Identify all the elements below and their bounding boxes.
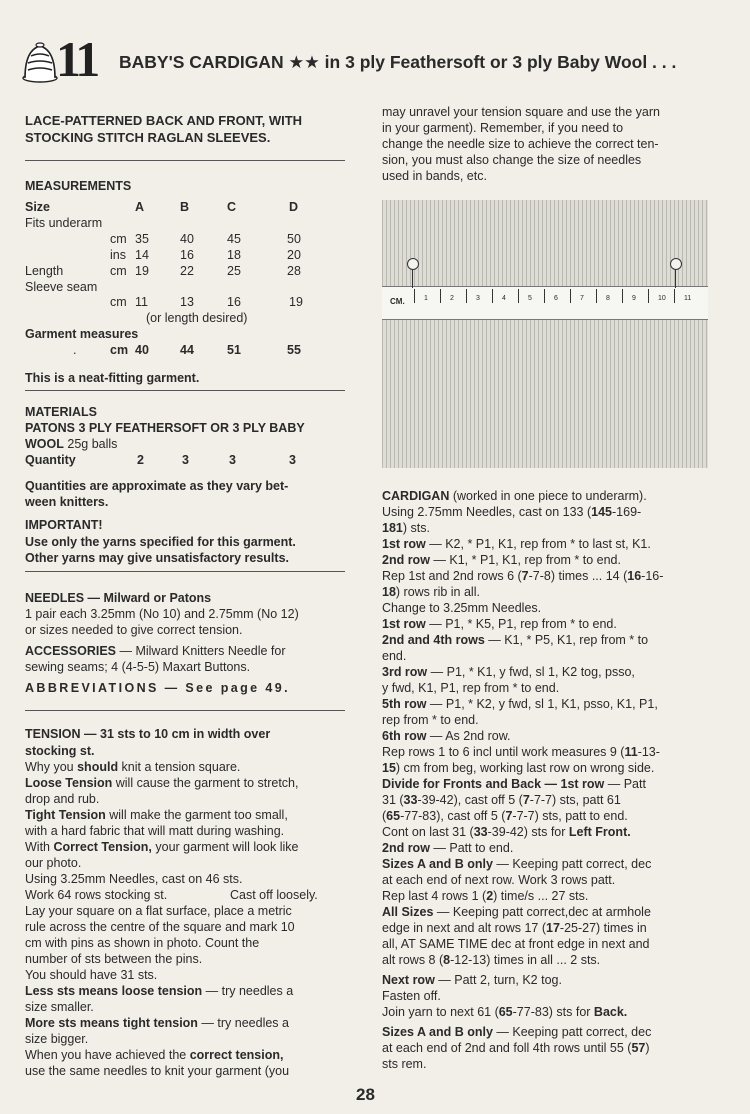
- size-a: A: [135, 200, 145, 214]
- patt-row-3: 3rd row — P1, * K1, y fwd, sl 1, K2 tog, psso,: [382, 665, 635, 679]
- back-sizes-ab-line-1: Sizes A and B only — Keeping patt correct, dec: [382, 1025, 652, 1039]
- join-back-line: Join yarn to next 61 (65-77-83) sts for Back.: [382, 1005, 628, 1019]
- ruler-number: 1: [424, 295, 428, 302]
- rib-row-1: 1st row — K2, * P1, K1, rep from * to last st, K1.: [382, 537, 651, 551]
- more-line-2: size bigger.: [25, 1032, 89, 1046]
- change-needles-line: Change to 3.25mm Needles.: [382, 601, 542, 615]
- materials-wool-line: WOOL 25g balls: [25, 437, 118, 451]
- rep-rib-line-1: Rep 1st and 2nd rows 6 (7-7-8) times ... 14 (16-16-: [382, 569, 664, 583]
- sleeve-cm-row: cm 11 13 16 19: [110, 295, 303, 309]
- correct-line-1: With Correct Tension, your garment will look like: [25, 840, 299, 854]
- rep-last-line: Rep last 4 rows 1 (2) time/s ... 27 sts.: [382, 889, 589, 903]
- size-label: Size: [25, 200, 51, 214]
- back-sizes-ab-line-2: at each end of 2nd and foll 4th rows until 55 (57): [382, 1041, 650, 1055]
- materials-heading: MATERIALS: [25, 405, 97, 419]
- cardigan-heading: CARDIGAN (worked in one piece to underarm).: [382, 489, 647, 503]
- sizes-ab-line-2: at each end of next row. Work 3 rows patt.: [382, 873, 616, 887]
- tight-line-1: Tight Tension will make the garment too small,: [25, 808, 288, 822]
- ruler-number: 9: [632, 295, 636, 302]
- needles-line-2: or sizes needed to give correct tension.: [25, 623, 243, 637]
- all-sizes-line-3: all, AT SAME TIME dec at front edge in next and: [382, 937, 650, 951]
- tight-line-2: with a hard fabric that will matt during washing.: [25, 824, 285, 838]
- cast-on-line-2: 181) sts.: [382, 521, 430, 535]
- page-number: 28: [356, 1085, 375, 1104]
- correct-line-2: our photo.: [25, 856, 82, 870]
- pattern-title: BABY'S CARDIGAN ★★ in 3 ply Feathersoft or 3 ply Baby Wool . . .: [119, 52, 677, 72]
- ruler-tick: [570, 289, 571, 303]
- knit-fabric-bottom: [382, 318, 708, 468]
- left-front-line: Cont on last 31 (33-39-42) sts for Left Front.: [382, 825, 631, 839]
- why-line: Why you should knit a tension square.: [25, 760, 241, 774]
- patt-row-1: 1st row — P1, * K5, P1, rep from * to end.: [382, 617, 617, 631]
- size-b: B: [180, 200, 190, 214]
- pattern-number: 11: [56, 31, 98, 87]
- back-sizes-ab-line-3: sts rem.: [382, 1057, 427, 1071]
- subtitle-line-1: LACE-PATTERNED BACK AND FRONT, WITH: [25, 113, 303, 128]
- cont-line-2: in your garment). Remember, if you need to: [382, 121, 624, 135]
- ruler-number: 3: [476, 295, 480, 302]
- lay-line-4: number of sts between the pins.: [25, 952, 203, 966]
- ruler-number: 10: [658, 295, 666, 302]
- patt-row-6: 6th row — As 2nd row.: [382, 729, 511, 743]
- pattern-header: [22, 31, 732, 90]
- divide-line-3: (65-77-83), cast off 5 (7-7-7) sts, patt to end.: [382, 809, 628, 823]
- garment-measures-label: Garment measures: [25, 327, 139, 341]
- quantities-note-2: ween knitters.: [25, 495, 109, 509]
- lay-line-3: cm with pins as shown in photo. Count the: [25, 936, 260, 950]
- measurements-heading: MEASUREMENTS: [25, 179, 132, 193]
- patt-row-2-4: 2nd and 4th rows — K1, * P5, K1, rep from * to: [382, 633, 649, 647]
- when-line-1: When you have achieved the correct tension,: [25, 1048, 284, 1062]
- patt-row-5: 5th row — P1, * K2, y fwd, sl 1, K1, psso, K1, P1,: [382, 697, 658, 711]
- ruler-tick: [622, 289, 623, 303]
- ruler-unit-label: CM.: [390, 297, 405, 306]
- less-line-1: Less sts means loose tension — try needles a: [25, 984, 294, 998]
- size-row: [25, 199, 345, 215]
- all-sizes-line-2: edge in next and alt rows 17 (17-25-27) times in: [382, 921, 647, 935]
- sizes-ab-line-1: Sizes A and B only — Keeping patt correct, dec: [382, 857, 652, 871]
- metric-ruler: [382, 286, 708, 320]
- cont-line-5: used in bands, etc.: [382, 169, 487, 183]
- ruler-tick: [544, 289, 545, 303]
- cast-off-line: Cast off loosely.: [230, 888, 318, 902]
- ruler-tick: [648, 289, 649, 303]
- ruler-number: 11: [684, 295, 692, 302]
- quantities-note-1: Quantities are approximate as they vary bet-: [25, 479, 289, 493]
- tension-swatch-photo: [382, 200, 708, 468]
- cont-line-1: may unravel your tension square and use the yarn: [382, 105, 660, 119]
- divider: [25, 571, 345, 572]
- cont-line-3: change the needle size to achieve the correct ten-: [382, 137, 659, 151]
- ruler-number: 4: [502, 295, 506, 302]
- divider: [25, 390, 345, 391]
- tension-heading-1: TENSION — 31 sts to 10 cm in width over: [25, 727, 271, 741]
- underarm-ins-row: ins 14 16 18 20: [110, 248, 301, 262]
- neat-fitting-note: This is a neat-fitting garment.: [25, 371, 200, 385]
- ruler-number: 5: [528, 295, 532, 302]
- quantity-row: Quantity 2 3 3 3: [25, 453, 296, 467]
- less-line-2: size smaller.: [25, 1000, 94, 1014]
- accessories-line-2: sewing seams; 4 (4-5-5) Maxart Buttons.: [25, 660, 251, 674]
- lay-line-2: rule across the centre of the square and mark 10: [25, 920, 295, 934]
- loose-line-2: drop and rub.: [25, 792, 100, 806]
- rep-rib-line-2: 18) rows rib in all.: [382, 585, 480, 599]
- tension-heading-2: stocking st.: [25, 744, 95, 758]
- important-line-2: Other yarns may give unsatisfactory results.: [25, 551, 289, 565]
- garment-cm-row: . cm 40 44 51 55: [73, 343, 301, 357]
- divider: [25, 710, 345, 711]
- divide-line-2: 31 (33-39-42), cast off 5 (7-7-7) sts, patt 61: [382, 793, 621, 807]
- patt-row-5-cont: rep from * to end.: [382, 713, 479, 727]
- ruler-tick: [518, 289, 519, 303]
- ruler-tick: [440, 289, 441, 303]
- left-front-row-2: 2nd row — Patt to end.: [382, 841, 514, 855]
- length-row: Length cm 19 22 25 28: [25, 264, 301, 278]
- accessories-line-1: ACCESSORIES — Milward Knitters Needle for: [25, 644, 286, 658]
- ruler-tick: [596, 289, 597, 303]
- should-have-line: You should have 31 sts.: [25, 968, 158, 982]
- ruler-number: 6: [554, 295, 558, 302]
- rep-rows-line-1: Rep rows 1 to 6 incl until work measures 9 (11-13-: [382, 745, 660, 759]
- ruler-number: 7: [580, 295, 584, 302]
- materials-yarn-line: PATONS 3 PLY FEATHERSOFT OR 3 PLY BABY: [25, 421, 305, 435]
- ruler-tick: [492, 289, 493, 303]
- pin-right-icon: [670, 258, 682, 270]
- patt-row-2-4-cont: end.: [382, 649, 407, 663]
- important-heading: IMPORTANT!: [25, 518, 103, 532]
- size-d: D: [289, 200, 299, 214]
- abbreviations-link: ABBREVIATIONS — See page 49.: [25, 681, 290, 695]
- divider: [25, 160, 345, 161]
- knit-fabric-top: [382, 200, 708, 286]
- more-line-1: More sts means tight tension — try needles a: [25, 1016, 289, 1030]
- ruler-tick: [414, 289, 415, 303]
- next-row-line: Next row — Patt 2, turn, K2 tog.: [382, 973, 562, 987]
- ruler-tick: [466, 289, 467, 303]
- all-sizes-line-4: alt rows 8 (8-12-13) times in all ... 2 sts.: [382, 953, 601, 967]
- fasten-off-line: Fasten off.: [382, 989, 441, 1003]
- lay-line-1: Lay your square on a flat surface, place a metric: [25, 904, 292, 918]
- important-line-1: Use only the yarns specified for this garment.: [25, 535, 296, 549]
- needles-heading: NEEDLES — Milward or Patons: [25, 591, 212, 605]
- ruler-number: 2: [450, 295, 454, 302]
- cast-on-line: Using 3.25mm Needles, cast on 46 sts.: [25, 872, 243, 886]
- or-length-desired: (or length desired): [146, 311, 248, 325]
- patt-row-3-cont: y fwd, K1, P1, rep from * to end.: [382, 681, 560, 695]
- fits-underarm-label: Fits underarm: [25, 216, 103, 230]
- work-rows-line: Work 64 rows stocking st.: [25, 888, 168, 902]
- subtitle-line-2: STOCKING STITCH RAGLAN SLEEVES.: [25, 130, 271, 145]
- needles-line-1: 1 pair each 3.25mm (No 10) and 2.75mm (No 12): [25, 607, 299, 621]
- rib-row-2: 2nd row — K1, * P1, K1, rep from * to end.: [382, 553, 621, 567]
- size-c: C: [227, 200, 237, 214]
- when-line-2: use the same needles to knit your garment (you: [25, 1064, 290, 1078]
- pin-left-icon: [407, 258, 419, 270]
- all-sizes-line-1: All Sizes — Keeping patt correct,dec at armhole: [382, 905, 651, 919]
- sleeve-seam-label: Sleeve seam: [25, 280, 98, 294]
- rep-rows-line-2: 15) cm from beg, working last row on wrong side.: [382, 761, 655, 775]
- divide-line-1: Divide for Fronts and Back — 1st row — Patt: [382, 777, 646, 791]
- loose-line-1: Loose Tension will cause the garment to stretch,: [25, 776, 299, 790]
- ruler-number: 8: [606, 295, 610, 302]
- underarm-cm-row: cm 35 40 45 50: [110, 232, 301, 246]
- cont-line-4: sion, you must also change the size of needles: [382, 153, 642, 167]
- cast-on-line: Using 2.75mm Needles, cast on 133 (145-169-: [382, 505, 642, 519]
- ruler-tick: [674, 289, 675, 303]
